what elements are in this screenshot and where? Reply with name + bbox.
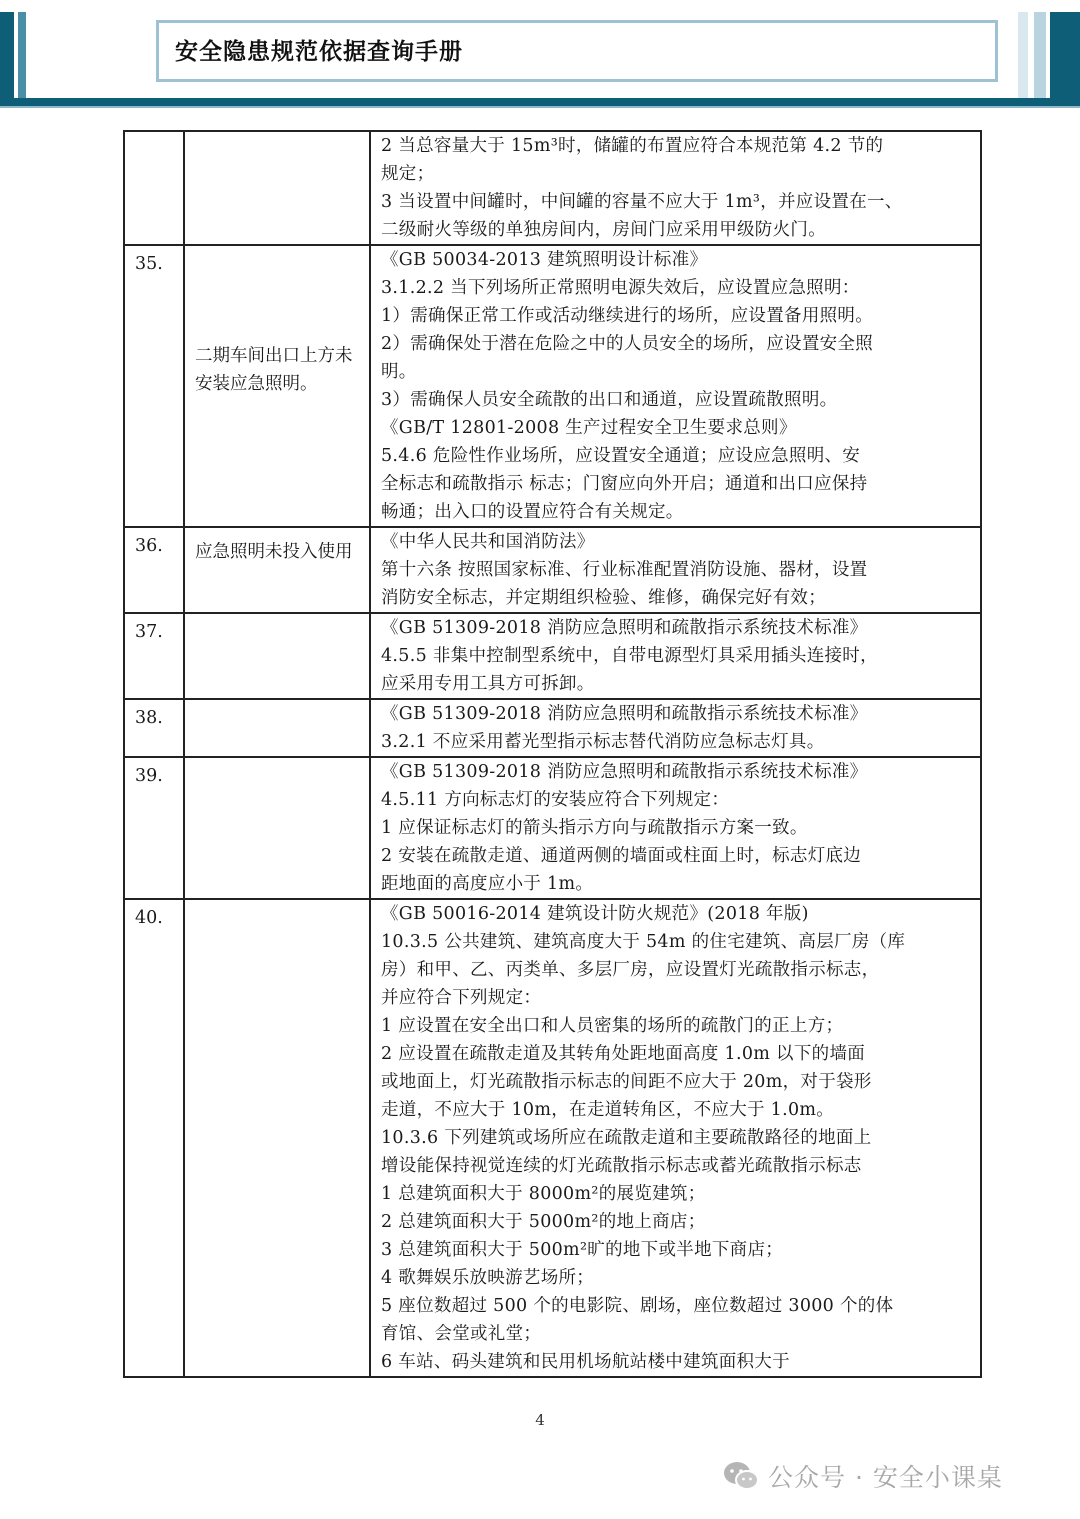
table-row — [124, 613, 981, 699]
basis-line: 房）和甲、乙、丙类单、多层厂房，应设置灯光疏散指示标志， — [381, 960, 880, 980]
basis-line: 畅通；出入口的设置应符合有关规定。 — [381, 502, 684, 522]
header-accent-bar-left-light — [18, 12, 26, 98]
header-accent-bar-right-pale — [1018, 12, 1028, 98]
hazard-description — [184, 527, 370, 613]
basis-line: 3.2.1 不应采用蓄光型指示标志替代消防应急标志灯具。 — [381, 732, 825, 752]
basis-line: 4 歌舞娱乐放映游艺场所； — [381, 1268, 595, 1288]
basis-line: 1 应保证标志灯的箭头指示方向与疏散指示方案一致。 — [381, 818, 808, 838]
hazard-description — [184, 131, 370, 245]
basis-line: 2 安装在疏散走道、通道两侧的墙面或柱面上时，标志灯底边 — [381, 846, 862, 866]
header-divider — [0, 98, 1080, 106]
basis-line: 并应符合下列规定： — [381, 988, 542, 1008]
basis-line: 3 总建筑面积大于 500m²旷的地下或半地下商店； — [381, 1240, 784, 1260]
basis-line: 第十六条 按照国家标准、行业标准配置消防设施、器材，设置 — [381, 560, 868, 580]
basis-line: 2 总建筑面积大于 5000m²的地上商店； — [381, 1212, 706, 1232]
row-number: 35. — [124, 245, 184, 527]
basis-line: 5 座位数超过 500 个的电影院、剧场，座位数超过 3000 个的体 — [381, 1296, 894, 1316]
row-number: 36. — [124, 527, 184, 613]
regulation-basis — [370, 245, 981, 527]
basis-line: 《GB 51309-2018 消防应急照明和疏散指示系统技术标准》 — [381, 618, 868, 638]
basis-line: 3 当设置中间罐时，中间罐的容量不应大于 1m³，并应设置在一、 — [381, 192, 903, 212]
table-row — [124, 899, 981, 1377]
basis-line: 5.4.6 危险性作业场所，应设置安全通道；应设应急照明、安 — [381, 446, 861, 466]
table-row — [124, 699, 981, 757]
regulation-table — [123, 130, 982, 1378]
basis-line: 10.3.6 下列建筑或场所应在疏散走道和主要疏散路径的地面上 — [381, 1128, 872, 1148]
header-divider-thin — [0, 106, 1080, 108]
basis-line: 育馆、会堂或礼堂； — [381, 1324, 542, 1344]
basis-line: 4.5.11 方向标志灯的安装应符合下列规定： — [381, 790, 730, 810]
basis-line: 《GB/T 12801-2008 生产过程安全卫生要求总则》 — [381, 418, 797, 438]
basis-line: 4.5.5 非集中控制型系统中，自带电源型灯具采用插头连接时， — [381, 646, 878, 666]
watermark-text: 公众号 · 安全小课桌 — [768, 1463, 1003, 1492]
wechat-icon — [722, 1460, 760, 1492]
basis-line: 或地面上，灯光疏散指示标志的间距不应大于 20m，对于袋形 — [381, 1072, 872, 1092]
regulation-basis — [370, 613, 981, 699]
regulation-basis — [370, 699, 981, 757]
row-number — [124, 131, 184, 245]
basis-line: 增设能保持视觉连续的灯光疏散指示标志或蓄光疏散指示标志 — [381, 1156, 862, 1176]
basis-line: 10.3.5 公共建筑、建筑高度大于 54m 的住宅建筑、高层厂房（库 — [381, 932, 906, 952]
basis-line: 3.1.2.2 当下列场所正常照明电源失效后，应设置应急照明： — [381, 278, 860, 298]
basis-line: 1 应设置在安全出口和人员密集的场所的疏散门的正上方； — [381, 1016, 844, 1036]
basis-line: 1）需确保正常工作或活动继续进行的场所，应设置备用照明。 — [381, 306, 874, 326]
basis-line: 2 应设置在疏散走道及其转角处距地面高度 1.0m 以下的墙面 — [381, 1044, 866, 1064]
row-number: 40. — [124, 899, 184, 1377]
page-title: 安全隐患规范依据查询手册 — [175, 39, 463, 65]
regulation-basis — [370, 899, 981, 1377]
basis-line: 全标志和疏散指示 标志；门窗应向外开启；通道和出口应保持 — [381, 474, 868, 494]
basis-line: 二级耐火等级的单独房间内，房间门应采用甲级防火门。 — [381, 220, 826, 240]
basis-line: 6 车站、码头建筑和民用机场航站楼中建筑面积大于 — [381, 1352, 790, 1372]
hazard-text: 应急照明未投入使用 — [195, 542, 353, 562]
basis-line: 2 当总容量大于 15m³时，储罐的布置应符合本规范第 4.2 节的 — [381, 136, 884, 156]
basis-line: 消防安全标志，并定期组织检验、维修，确保完好有效； — [381, 588, 826, 608]
basis-line: 《GB 50016-2014 建筑设计防火规范》(2018 年版) — [381, 904, 809, 924]
basis-line: 1 总建筑面积大于 8000m²的展览建筑； — [381, 1184, 706, 1204]
watermark — [722, 1456, 1003, 1496]
regulation-basis — [370, 527, 981, 613]
hazard-description — [184, 899, 370, 1377]
basis-line: 距地面的高度应小于 1m。 — [381, 874, 594, 894]
hazard-description — [184, 245, 370, 527]
basis-line: 《GB 50034-2013 建筑照明设计标准》 — [381, 250, 708, 270]
row-number: 39. — [124, 757, 184, 899]
row-number: 37. — [124, 613, 184, 699]
hazard-description — [184, 699, 370, 757]
table-row — [124, 757, 981, 899]
basis-line: 明。 — [381, 362, 417, 382]
header-accent-bar-left — [0, 12, 14, 98]
regulation-basis — [370, 131, 981, 245]
page-number: 4 — [535, 1411, 545, 1429]
table-row — [124, 131, 981, 245]
hazard-description — [184, 757, 370, 899]
hazard-text: 二期车间出口上方未安装应急照明。 — [195, 346, 353, 394]
basis-line: 《GB 51309-2018 消防应急照明和疏散指示系统技术标准》 — [381, 762, 868, 782]
table-row — [124, 245, 981, 527]
basis-line: 《中华人民共和国消防法》 — [381, 532, 595, 552]
regulation-basis — [370, 757, 981, 899]
hazard-description — [184, 613, 370, 699]
basis-line: 3）需确保人员安全疏散的出口和通道，应设置疏散照明。 — [381, 390, 838, 410]
row-number: 38. — [124, 699, 184, 757]
basis-line: 应采用专用工具方可拆卸。 — [381, 674, 595, 694]
header-accent-bar-right-light — [1034, 12, 1046, 98]
table-row — [124, 527, 981, 613]
basis-line: 走道，不应大于 10m，在走道转角区，不应大于 1.0m。 — [381, 1100, 835, 1120]
header-title-box — [156, 20, 998, 82]
header-accent-bar-right — [1050, 12, 1080, 98]
basis-line: 规定； — [381, 164, 435, 184]
basis-line: 《GB 51309-2018 消防应急照明和疏散指示系统技术标准》 — [381, 704, 868, 724]
basis-line: 2）需确保处于潜在危险之中的人员安全的场所，应设置安全照 — [381, 334, 874, 354]
